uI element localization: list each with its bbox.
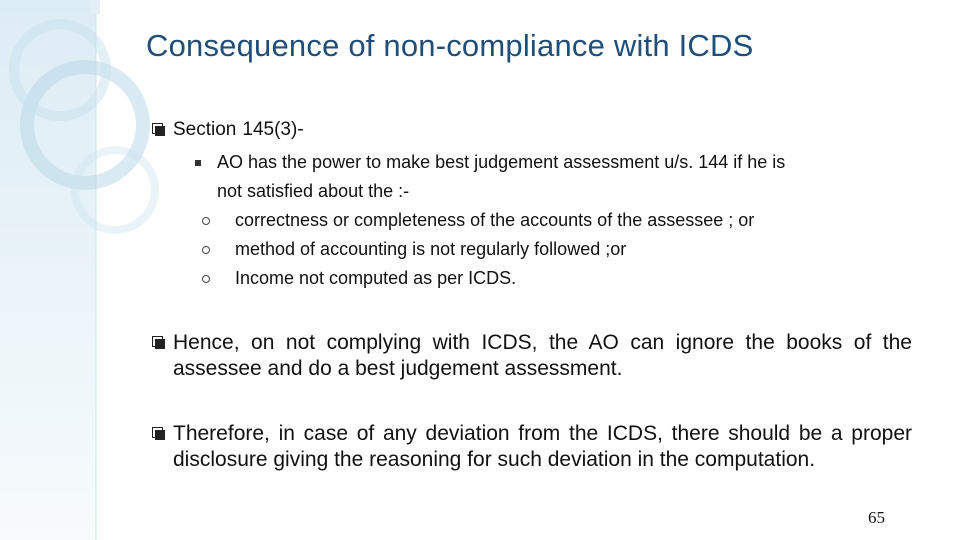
list-item [200,235,912,264]
hollow-circle-icon [202,246,210,254]
paragraph-hence [152,330,912,382]
paragraph-text: Therefore, in case of any deviation from the ICDS, there should be a proper disclosure giving the reasoning for such deviation in the computation. [173,422,912,471]
checkbox-square-icon [152,427,165,440]
subpoint-text: correctness or completeness of the accounts of the assessee ; or [235,210,755,230]
subpoint-text: Income not computed as per ICDS. [235,268,517,288]
checkbox-square-icon [152,123,165,136]
subpoint-text: method of accounting is not regularly followed ;or [235,239,627,259]
hollow-circle-icon [202,217,210,225]
section-label: Section [173,119,237,140]
section-point-line1: AO has the power to make best judgement assessment u/s. 144 if he is [217,152,786,172]
checkbox-square-icon [152,336,165,349]
hollow-circle-icon [202,275,210,283]
list-item [200,264,912,293]
paragraph-text: Hence, on not complying with ICDS, the AO can ignore the books of the assessee and do a best judgement assessment. [173,331,912,380]
section-point-line2: not satisfied about the :- [217,181,410,201]
slide-body [152,118,912,473]
section-item [152,118,912,293]
subpoint-list [200,206,912,293]
filled-square-icon [195,160,201,166]
list-item [200,206,912,235]
section-number: 145(3)- [242,119,304,140]
page-number: 65 [868,508,885,527]
slide-title: Consequence of non-compliance with ICDS [146,28,754,63]
paragraph-therefore [152,421,912,473]
section-point [217,148,912,293]
